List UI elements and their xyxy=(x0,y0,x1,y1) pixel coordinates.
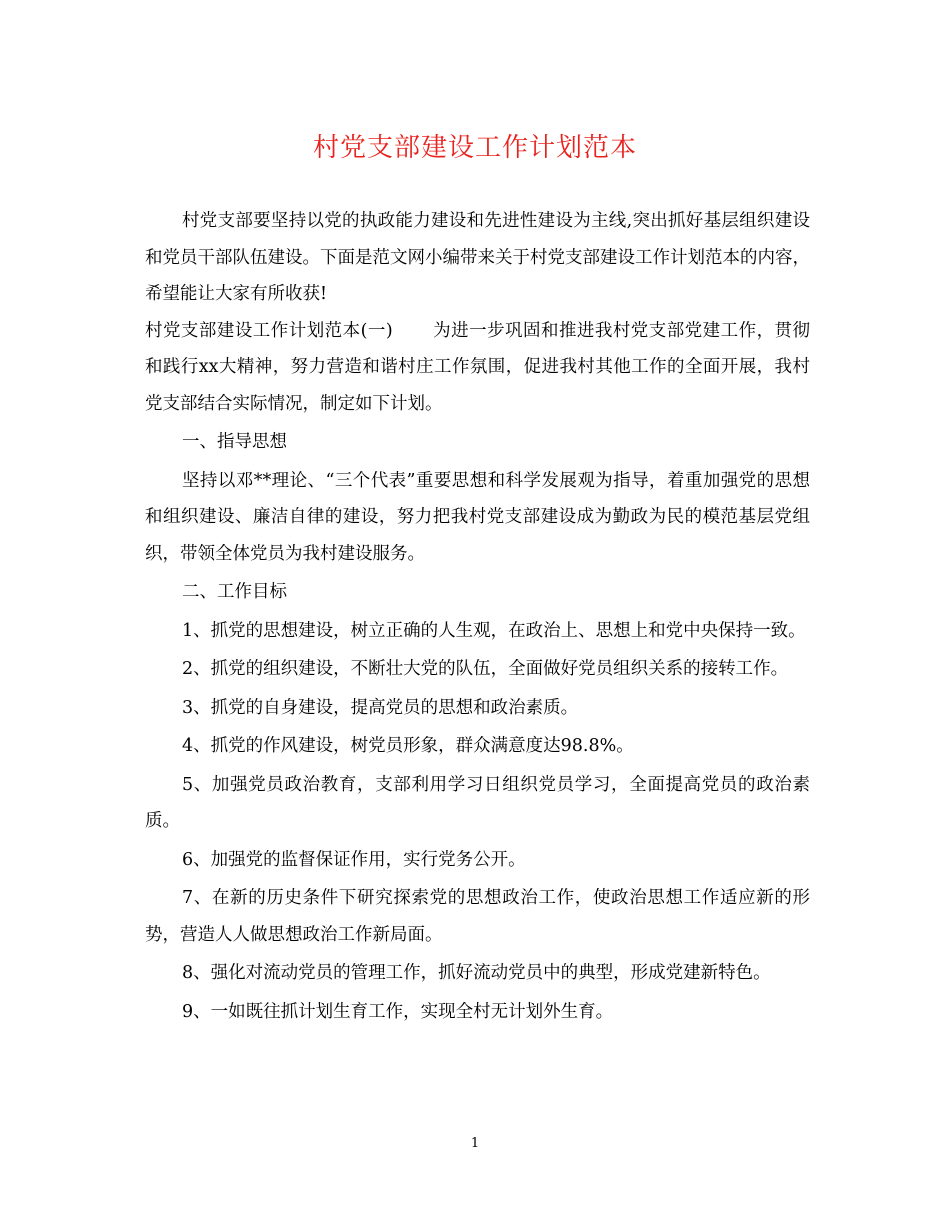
section-label: 村党支部建设工作计划范本(一) xyxy=(145,320,393,341)
document-body xyxy=(145,203,810,1030)
goal-item-9: 9、一如既往抓计划生育工作，实现全村无计划外生育。 xyxy=(182,1001,614,1022)
goal-item-1: 1、抓党的思想建设，树立正确的人生观，在政治上、思想上和党中央保持一致。 xyxy=(182,620,806,641)
page-number: 1 xyxy=(470,1136,480,1151)
document-title: 村党支部建设工作计划范本 xyxy=(312,133,637,163)
guiding-paragraph: 坚持以邓**理论、“三个代表”重要思想和科学发展观为指导，着重加强党的思想和组织建设、廉洁自律的建设，努力把我村党支部建设成为勤政为民的模范基层党组织，带领全体党员为我村建设服务。 xyxy=(145,470,810,564)
goal-item-4: 4、抓党的作风建设，树党员形象，群众满意度达98.8%。 xyxy=(182,736,634,756)
section-paragraph xyxy=(145,313,810,423)
heading-guiding: 一、指导思想 xyxy=(182,432,287,452)
goal-item-6: 6、加强党的监督保证作用，实行党务公开。 xyxy=(182,849,526,870)
goal-item-7: 7、在新的历史条件下研究探索党的思想政治工作，使政治思想工作适应新的形势，营造人人做思想政治工作新局面。 xyxy=(145,888,810,945)
heading-goals: 二、工作目标 xyxy=(182,582,287,602)
goal-item-3: 3、抓党的自身建设，提高党员的思想和政治素质。 xyxy=(182,697,579,718)
goal-item-2: 2、抓党的组织建设，不断壮大党的队伍，全面做好党员组织关系的接转工作。 xyxy=(182,659,789,679)
section-text: 为进一步巩固和推进我村党支部党建工作，贯彻和践行xx大精神，努力营造和谐村庄工作氛围，促进我村其他工作的全面开展，我村党支部结合实际情况，制定如下计划。 xyxy=(145,320,811,414)
goal-item-5: 5、加强党员政治教育，支部利用学习日组织党员学习，全面提高党员的政治素质。 xyxy=(145,774,810,831)
intro-paragraph: 村党支部要坚持以党的执政能力建设和先进性建设为主线,突出抓好基层组织建设和党员干部队伍建设。下面是范文网小编带来关于村党支部建设工作计划范本的内容，希望能让大家有所收获! xyxy=(145,211,810,304)
goal-item-8: 8、强化对流动党员的管理工作，抓好流动党员中的典型，形成党建新特色。 xyxy=(182,963,771,983)
